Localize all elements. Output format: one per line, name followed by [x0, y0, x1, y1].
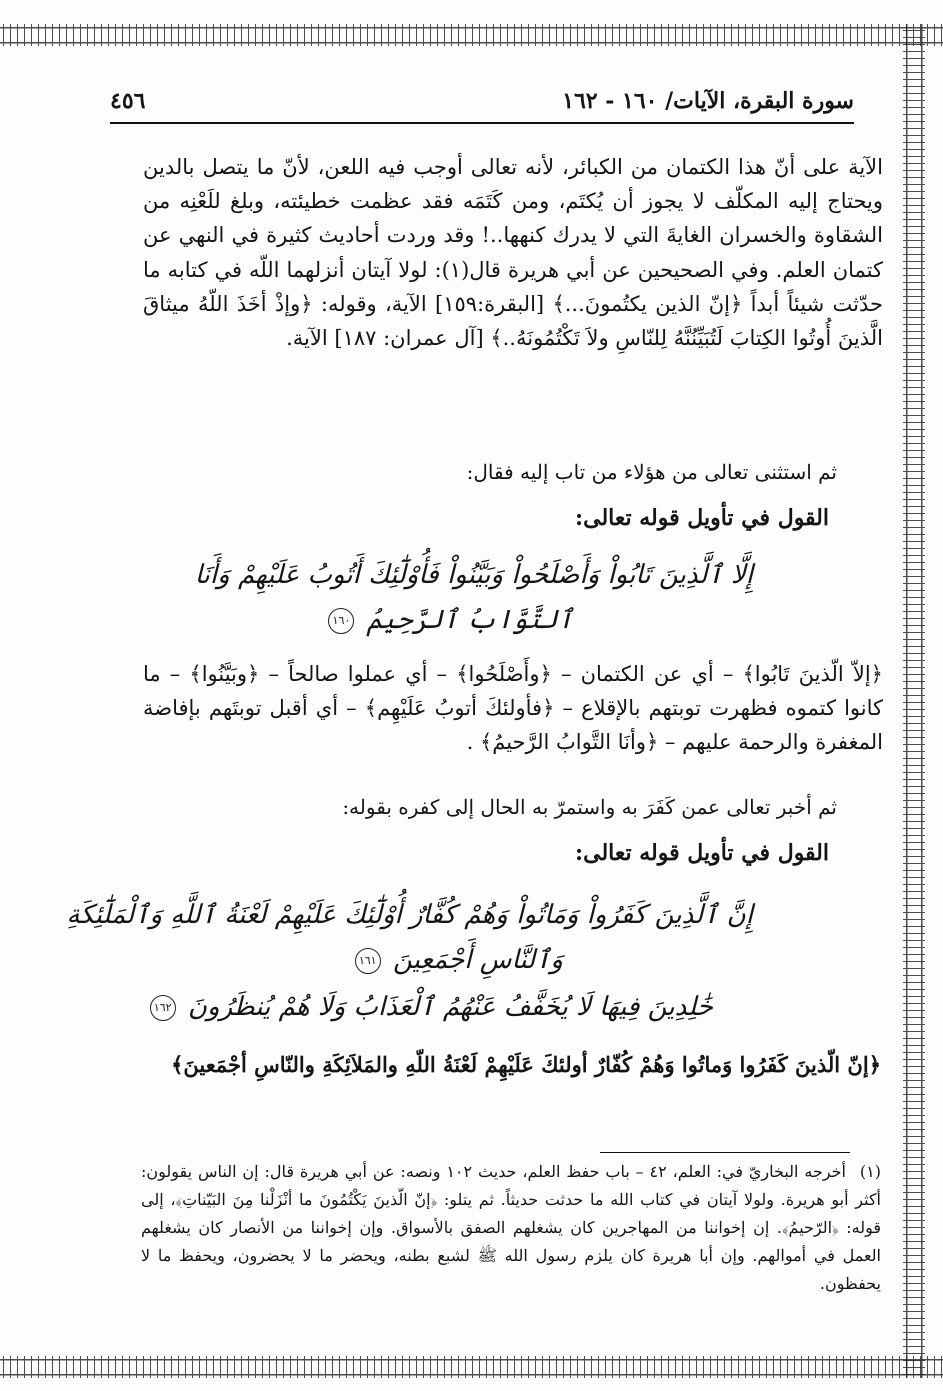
- verse-161-line-2: [351, 945, 563, 975]
- body-paragraph-1: الآية على أنّ هذا الكتمان من الكبائر، لأنه تعالى أوجب فيه اللعن، لأنّ ما يتصل بالدين ويحتاج إليه المكلّف لا يجوز أن يُكتَم، ومن كَتَمَه فقد عظمت خطيئته، وبلغ للَعْنِه من الشقاوة والخسران الغايةَ التي لا يدرك كنهها..! وقد وردت أحاديث كثيرة في النهي عن كتمان العلم. وفي الصحيحين عن أبي هريرة قال(١): لولا آيتان أنزلهما اللّه في كتابه ما حدّثت شيئاً أبداً ﴿إنّ الذين يكتُمونَ...﴾ [البقرة:١٥٩] الآية، وقوله: ﴿وإذْ أخَذَ اللّهُ ميثاقَ الَّذينَ أُوتُوا الكِتابَ لَتُبَيِّنُنَّهُ لِلنّاسِ ولاَ تَكْتُمُونَهُ..﴾ [آل عمران: ١٨٧] الآية.: [143, 155, 883, 351]
- page-number: ٤٥٦: [110, 88, 146, 114]
- body-paragraph-2: ﴿إلاّ الّذينَ تَابُوا﴾ – أي عن الكتمان – ﴿وأَصْلَحُوا﴾ – أي عملوا صالحاً – ﴿وبَيَّنُوا﴾ – ما كانوا كتموه فظهرت توبتهم بالإقلاع – ﴿فأولئكَ أتوبُ عَلَيْهِم﴾ – أي أقبل توبتَهم بإفاضة المغفرة والرحمة عليهم – ﴿وأنَا التَّوابُ الرَّحيمُ﴾ .: [143, 662, 883, 755]
- page-header: [110, 88, 854, 124]
- verse-162-line: [146, 992, 713, 1022]
- footnote: [141, 1158, 881, 1298]
- running-title: سورة البقرة، الآيات/ ١٦٠ - ١٦٢: [562, 88, 854, 114]
- verse-text: خَٰلِدِينَ فِيهَا لَا يُخَفَّفُ عَنْهُمُ ٱلْعَذَابُ وَلَا هُمْ يُنظَرُونَ: [187, 992, 713, 1022]
- verse-161-line-1: إِنَّ ٱلَّذِينَ كَفَرُواْ وَمَاتُواْ وَهُمْ كُفَّارٌ أُوْلَٰٓئِكَ عَلَيْهِمْ لَعْنَةُ ٱللَّهِ وَٱلْمَلَٰٓئِكَةِ: [66, 900, 753, 930]
- footnote-number: (١): [859, 1162, 881, 1181]
- footnote-text: أخرجه البخاريّ في: العلم، ٤٢ – باب حفظ العلم، حديث ١٠٢ ونصه: عن أبي هريرة قال: إن الناس يقولون: أكثر أبو هريرة. ولولا آيتان في كتاب الله ما حدثت حديثاً. ثم يتلو: ﴿إنّ الّذينَ يَكْتُمُونَ ما أنْزَلْنا مِنَ البَيّناتِ﴾، إلى قوله: ﴿الرّحيمُ﴾. إن إخواننا من المهاجرين كان يشغلهم الصفق بالأسواق. وإن إخواننا من الأنصار كان يشغلهم العمل في أموالهم. وإن أبا هريرة كان يلزم رسول الله ﷺ لشبع بطنه، ويحضر ما لا يحضرون، ويحفظ ما لا يحفظون.: [141, 1162, 881, 1293]
- chain-border-right: [903, 24, 925, 1378]
- body-paragraph-3: ﴿إنّ الّذينَ كَفَرُوا وَماتُوا وَهُمْ كُفّارٌ أولئكَ عَلَيْهِمْ لَعْنَةُ اللّهِ والمَلاَئِكَةِ والنّاسِ أجْمَعينَ﴾: [171, 1052, 881, 1077]
- verse-text: ٱلتَّوَّابُ ٱلرَّحِيمُ: [366, 605, 573, 635]
- ayah-number-162: ١٦٢: [150, 995, 176, 1021]
- chain-border-top: [0, 24, 943, 46]
- chain-border-bottom: [0, 1356, 943, 1378]
- intro-text-2: ثم أخبر تعالى عمن كَفَرَ به واستمرّ به الحال إلى كفره بقوله:: [342, 795, 837, 819]
- intro-text-1: ثم استثنى تعالى من هؤلاء من تاب إليه فقال:: [466, 460, 837, 484]
- footnote-separator: [600, 1152, 850, 1153]
- verse-160-line-1: إِلَّا ٱلَّذِينَ تَابُواْ وَأَصْلَحُواْ وَبَيَّنُواْ فَأُوْلَٰٓئِكَ أَتُوبُ عَلَيْهِمْ وَأَنَا: [194, 560, 753, 590]
- section-heading-2: القول في تأويل قوله تعالى:: [575, 840, 829, 866]
- ayah-number-160: ١٦٠: [328, 608, 354, 634]
- verse-text: وَٱلنَّاسِ أَجْمَعِينَ: [393, 945, 563, 975]
- ayah-number-161: ١٦١: [355, 948, 381, 974]
- section-heading-1: القول في تأويل قوله تعالى:: [575, 505, 829, 531]
- verse-160-line-2: [324, 605, 573, 635]
